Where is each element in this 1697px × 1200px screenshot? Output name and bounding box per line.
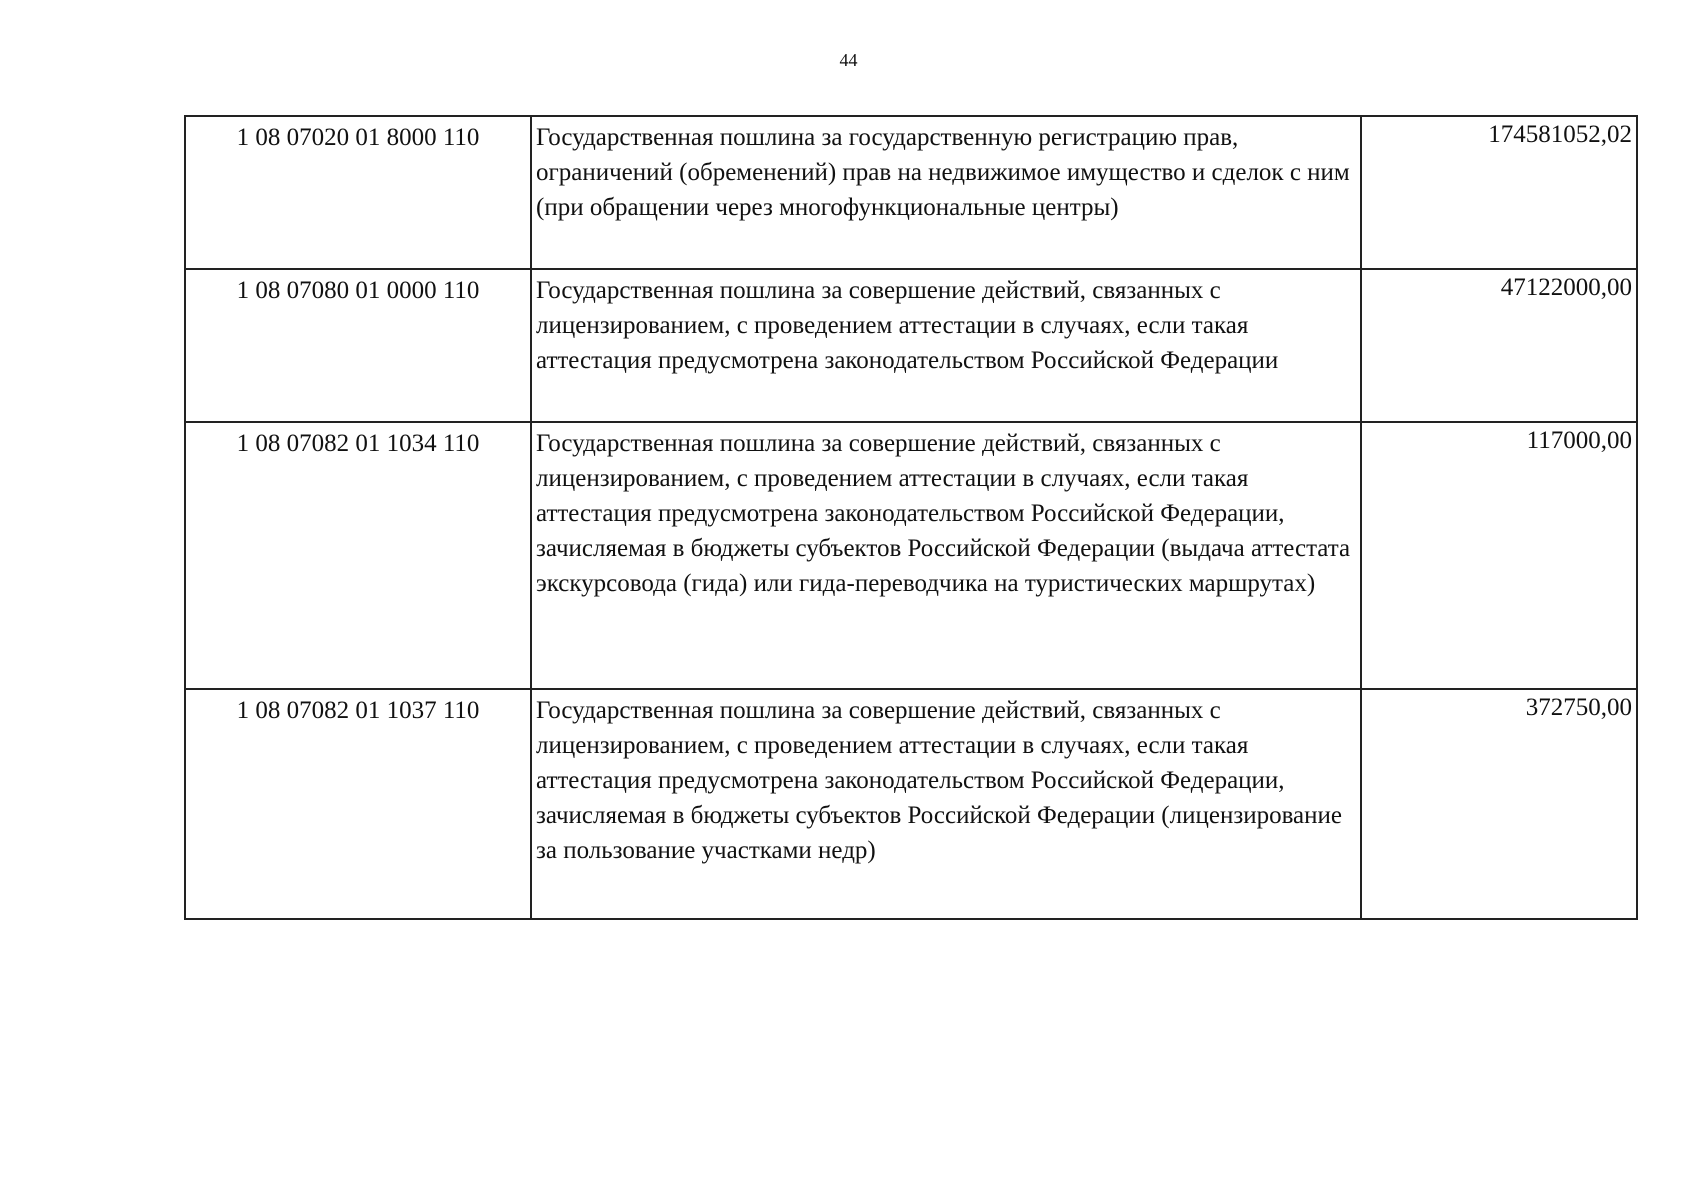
table-row [185, 116, 1637, 269]
amount-cell: 174581052,02 [1361, 116, 1637, 269]
table-row [185, 422, 1637, 689]
amount-cell: 372750,00 [1361, 689, 1637, 919]
amount-cell: 117000,00 [1361, 422, 1637, 689]
description-cell: Государственная пошлина за государственную регистрацию прав, ограничений (обременений) прав на недвижимое имущество и сделок с ним (при обращении через многофункциональные центры) [531, 116, 1361, 269]
description-cell: Государственная пошлина за совершение действий, связанных с лицензированием, с проведением аттестации в случаях, если такая аттестация предусмотрена законодательством Российской Федерации, зачисляемая в бюджеты субъектов Российской Федерации (выдача аттестата экскурсовода (гида) или гида-переводчика на туристических маршрутах) [531, 422, 1361, 689]
description-cell: Государственная пошлина за совершение действий, связанных с лицензированием, с проведением аттестации в случаях, если такая аттестация предусмотрена законодательством Российской Федерации, зачисляемая в бюджеты субъектов Российской Федерации (лицензирование за пользование участками недр) [531, 689, 1361, 919]
budget-code-cell: 1 08 07082 01 1037 110 [185, 689, 531, 919]
description-cell: Государственная пошлина за совершение действий, связанных с лицензированием, с проведением аттестации в случаях, если такая аттестация предусмотрена законодательством Российской Федерации [531, 269, 1361, 422]
budget-code-cell: 1 08 07080 01 0000 110 [185, 269, 531, 422]
table-row [185, 269, 1637, 422]
table-row [185, 689, 1637, 919]
budget-revenue-table [184, 115, 1638, 920]
page-number: 44 [839, 50, 858, 70]
amount-cell: 47122000,00 [1361, 269, 1637, 422]
budget-code-cell: 1 08 07020 01 8000 110 [185, 116, 531, 269]
budget-code-cell: 1 08 07082 01 1034 110 [185, 422, 531, 689]
